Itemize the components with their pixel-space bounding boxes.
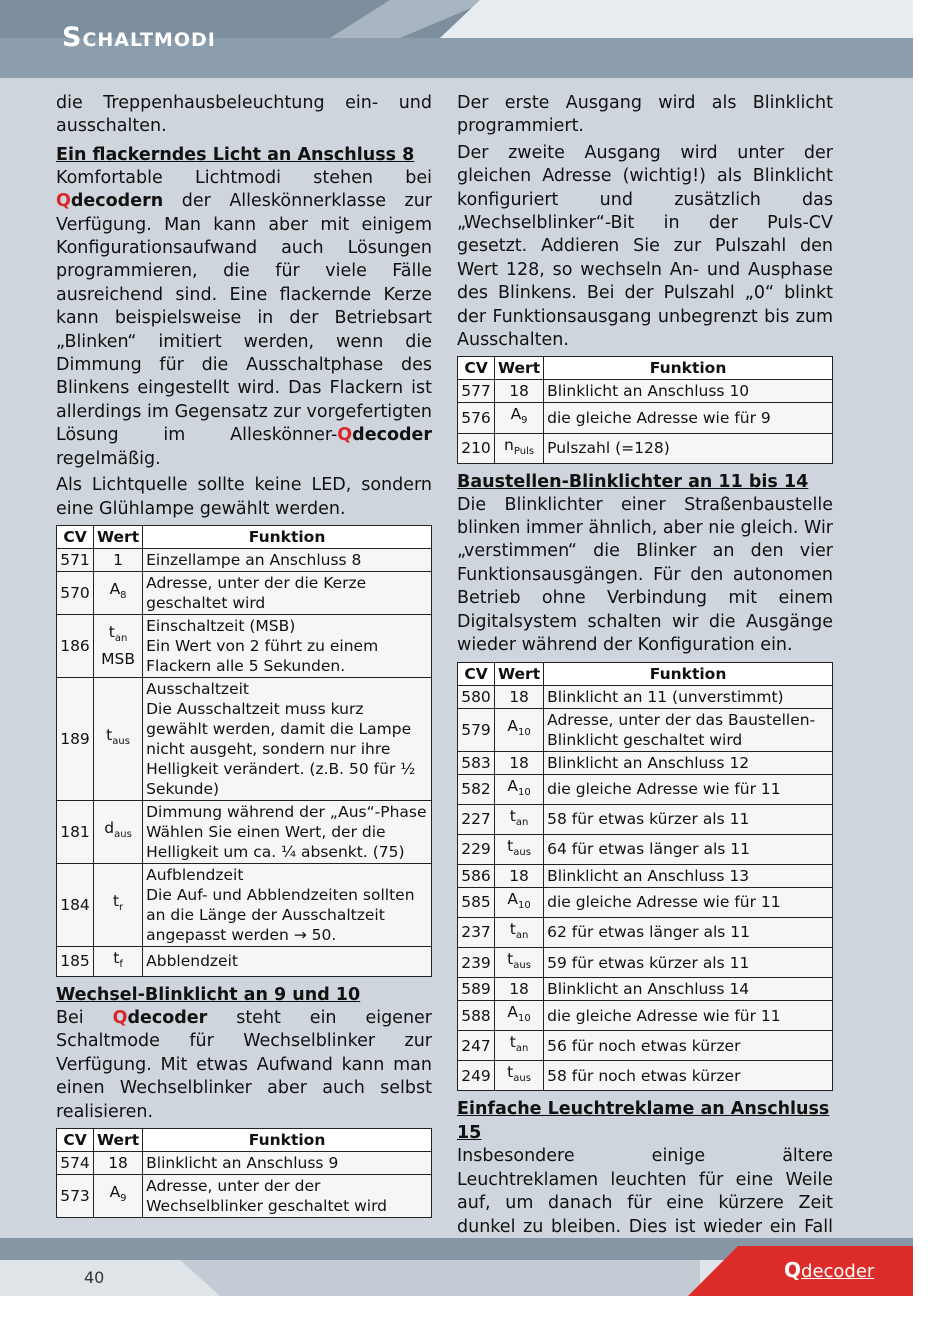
table-row xyxy=(458,708,833,751)
function-text: Aufblendzeit xyxy=(146,865,244,884)
paragraph: Die Blinklichter einer Straßenbaustelle blinken immer ähnlich, aber nie gleich. Wir „verstimmen“ die Blinker an den vier Funktionsausgängen. Für den autonomen Betrieb ohne Verbindung mit einem Digitalsystem schalten wir die Ausgänge wieder während der Konfiguration ein. xyxy=(457,494,833,656)
function-cell xyxy=(544,834,833,864)
value-cell xyxy=(495,708,544,751)
column-header: CV xyxy=(57,1129,94,1152)
value-cell xyxy=(495,804,544,834)
value-text: t xyxy=(507,1063,514,1082)
function-text: Blinklicht an Anschluss 10 xyxy=(547,382,750,401)
column-header: Funktion xyxy=(544,357,833,380)
value-cell xyxy=(94,800,143,863)
paragraph: Der zweite Ausgang wird unter der gleichen Adresse (wichtig!) als Blinklicht konfiguriert und zusätzlich das „Wechselblinker“-Bit in der Puls-CV gesetzt. Addieren Sie zur Pulszahl den Wert 128, so wechseln An- und Ausphase des Blinkens. Bei der Pulszahl „0“ blinkt der Funktionsausgang unbegrenzt bis zum Ausschalten. xyxy=(457,142,833,351)
value-text: t xyxy=(507,836,514,855)
cv-cell: 185 xyxy=(57,946,94,976)
cv-cell: 237 xyxy=(458,917,495,947)
value-subscript: an xyxy=(114,633,128,645)
function-cell xyxy=(544,708,833,751)
paragraph xyxy=(56,1007,432,1124)
function-text: Adresse, unter der das Baustellen-Blinklicht geschaltet wird xyxy=(547,710,816,749)
column-header: Funktion xyxy=(143,525,432,548)
text-bold: decoder xyxy=(352,425,432,446)
value-cell xyxy=(94,946,143,976)
value-text: 18 xyxy=(509,687,529,706)
paragraph: Als Lichtquelle sollte keine LED, sondern eine Glühlampe gewählt werden. xyxy=(56,475,432,519)
column-header: Wert xyxy=(495,662,544,685)
column-header: CV xyxy=(57,525,94,548)
column-header: CV xyxy=(458,662,495,685)
left-column xyxy=(56,92,432,1224)
table-row xyxy=(458,864,833,887)
function-text: 59 für etwas kürzer als 11 xyxy=(547,953,750,972)
column-header: Funktion xyxy=(544,662,833,685)
cv-cell: 573 xyxy=(57,1175,94,1218)
value-cell xyxy=(495,887,544,917)
text: Komfortable Lichtmodi stehen bei xyxy=(56,167,432,188)
table-row xyxy=(458,917,833,947)
paragraph: Insbesondere einige ältere Leuchtreklamen leuchten für eine Weile auf, um danach für eine kürzere Zeit dunkel zu bleiben. Dies ist wieder ein Fall xyxy=(457,1146,833,1237)
column-header: Funktion xyxy=(143,1129,432,1152)
cv-cell: 186 xyxy=(57,614,94,677)
table-row xyxy=(458,887,833,917)
function-text: 64 für etwas länger als 11 xyxy=(547,840,750,859)
value-text: MSB xyxy=(101,650,135,669)
table-row xyxy=(57,548,432,571)
header-banner xyxy=(0,0,913,78)
value-text: t xyxy=(507,949,514,968)
function-text: Dimmung während der „Aus“-Phase xyxy=(146,802,427,821)
function-cell xyxy=(544,751,833,774)
value-subscript: aus xyxy=(114,829,132,841)
cv-cell: 570 xyxy=(57,571,94,614)
value-cell xyxy=(495,433,544,463)
value-text: 18 xyxy=(108,1154,128,1173)
function-cell xyxy=(143,946,432,976)
value-subscript: 10 xyxy=(518,786,531,798)
table-header-row xyxy=(458,662,833,685)
section-heading: Ein flackerndes Licht an Anschluss 8 xyxy=(56,144,415,165)
table-row xyxy=(458,433,833,463)
function-text: 58 für noch etwas kürzer xyxy=(547,1066,741,1085)
cv-cell: 210 xyxy=(458,433,495,463)
function-text: Blinklicht an Anschluss 12 xyxy=(547,753,750,772)
value-text: d xyxy=(104,819,115,838)
logo-q: Q xyxy=(784,1258,802,1282)
value-cell xyxy=(94,548,143,571)
function-description: Wählen Sie einen Wert, der die Helligkeit um ca. ¼ absenkt. (75) xyxy=(146,822,405,861)
value-cell xyxy=(495,751,544,774)
value-cell xyxy=(495,947,544,977)
function-text: Blinklicht an 11 (unverstimmt) xyxy=(547,687,784,706)
table-row xyxy=(57,614,432,677)
value-cell xyxy=(94,571,143,614)
cv-cell: 249 xyxy=(458,1061,495,1091)
cv-cell: 588 xyxy=(458,1001,495,1031)
value-text: A xyxy=(510,405,522,424)
section-heading: Baustellen-Blinklichter an 11 bis 14 xyxy=(457,471,809,492)
column-header: Wert xyxy=(94,525,143,548)
value-subscript: aus xyxy=(112,736,130,748)
value-text: A xyxy=(109,580,121,599)
paragraph: die Treppenhausbeleuchtung ein- und ausschalten. xyxy=(56,93,432,137)
value-cell xyxy=(94,863,143,946)
cv-cell: 239 xyxy=(458,947,495,977)
paragraph: Der erste Ausgang wird als Blinklicht programmiert. xyxy=(457,93,833,137)
table-header-row xyxy=(458,357,833,380)
value-cell xyxy=(94,1175,143,1218)
page-number: 40 xyxy=(84,1268,105,1287)
text-bold: decoder xyxy=(127,1008,208,1028)
table-row xyxy=(57,1152,432,1175)
table-row xyxy=(458,685,833,708)
value-subscript: 9 xyxy=(521,415,528,427)
value-subscript: Puls xyxy=(513,445,535,457)
cv-cell: 583 xyxy=(458,751,495,774)
function-text: Adresse, unter der die Kerze geschaltet wird xyxy=(146,573,367,612)
value-cell xyxy=(495,774,544,804)
value-subscript: f xyxy=(119,959,123,970)
value-text: A xyxy=(507,889,518,908)
function-cell xyxy=(143,571,432,614)
function-cell xyxy=(544,403,833,433)
value-cell xyxy=(495,1001,544,1031)
value-text: A xyxy=(507,1003,518,1022)
cv-table xyxy=(56,1128,432,1218)
function-cell xyxy=(544,685,833,708)
cv-cell: 582 xyxy=(458,774,495,804)
function-description: Ein Wert von 2 führt zu einem Flackern alle 5 Sekunden. xyxy=(146,636,379,675)
cv-cell: 585 xyxy=(458,887,495,917)
cv-table xyxy=(56,525,432,977)
table-header-row xyxy=(57,1129,432,1152)
table-row xyxy=(458,751,833,774)
cv-table xyxy=(457,662,833,1092)
value-cell xyxy=(495,917,544,947)
table-row xyxy=(57,571,432,614)
cv-cell: 579 xyxy=(458,708,495,751)
logo-text: decoder xyxy=(801,1261,875,1282)
function-cell xyxy=(143,1152,432,1175)
table-row xyxy=(458,403,833,433)
function-text: Blinklicht an Anschluss 13 xyxy=(547,866,750,885)
function-cell xyxy=(544,380,833,403)
table-row xyxy=(458,834,833,864)
value-text: t xyxy=(108,623,115,642)
value-cell xyxy=(495,685,544,708)
value-subscript: r xyxy=(119,902,124,914)
cv-cell: 247 xyxy=(458,1031,495,1061)
text: der Alleskönnerklasse zur Verfügung. Man kann aber mit einigem Konfigurationsaufwand auch Lösungen programmieren, die für viele Fälle ausreichend sind. Eine flackernde Kerze kann beispielsweise in der Betriebsart „Blinken“ imitiert werden, wenn die Dimmung für die Ausschaltphase des Blinkens eingestellt wird. Das Flackern ist allerdings im Gegensatz zur vorgefertigten Lösung im Alleskönner- xyxy=(56,191,432,446)
value-subscript: aus xyxy=(513,960,531,972)
table-row xyxy=(57,946,432,976)
function-text: Ausschaltzeit xyxy=(146,679,249,698)
table-row xyxy=(458,947,833,977)
value-subscript: 10 xyxy=(518,727,531,739)
cv-cell: 577 xyxy=(458,380,495,403)
function-cell xyxy=(544,804,833,834)
value-text: 18 xyxy=(509,980,529,999)
value-text: A xyxy=(109,1183,121,1202)
function-cell xyxy=(143,1175,432,1218)
paragraph xyxy=(56,167,432,471)
function-text: Pulszahl (=128) xyxy=(547,439,670,458)
function-cell xyxy=(544,917,833,947)
function-text: die gleiche Adresse wie für 9 xyxy=(547,409,771,428)
function-cell xyxy=(143,800,432,863)
cv-cell: 571 xyxy=(57,548,94,571)
function-text: die gleiche Adresse wie für 11 xyxy=(547,780,781,799)
section-heading: Wechsel-Blinklicht an 9 und 10 xyxy=(56,985,361,1005)
table-row xyxy=(458,380,833,403)
value-text: A xyxy=(507,776,518,795)
value-text: t xyxy=(509,806,516,825)
function-cell xyxy=(544,774,833,804)
value-text: t xyxy=(106,726,113,745)
function-cell xyxy=(143,548,432,571)
cv-cell: 229 xyxy=(458,834,495,864)
logo-q: Q xyxy=(112,1008,128,1028)
qdecoder-logo xyxy=(784,1258,874,1282)
value-cell xyxy=(495,1061,544,1091)
function-text: 56 für noch etwas kürzer xyxy=(547,1036,741,1055)
function-cell xyxy=(143,863,432,946)
table-row xyxy=(57,863,432,946)
table-row xyxy=(458,1061,833,1091)
function-text: Abblendzeit xyxy=(146,952,238,971)
value-subscript: aus xyxy=(513,846,531,858)
footer-accent xyxy=(180,1260,700,1296)
function-cell xyxy=(544,1001,833,1031)
value-subscript: an xyxy=(515,816,529,828)
value-subscript: an xyxy=(515,929,529,941)
cv-table xyxy=(457,356,833,463)
cv-cell: 586 xyxy=(458,864,495,887)
table-row xyxy=(458,774,833,804)
table-row xyxy=(458,804,833,834)
function-text: 62 für etwas länger als 11 xyxy=(547,923,750,942)
function-text: Adresse, unter der der Wechselblinker geschaltet wird xyxy=(146,1177,388,1216)
table-row xyxy=(458,1031,833,1061)
function-cell xyxy=(544,947,833,977)
function-text: Blinklicht an Anschluss 14 xyxy=(547,980,750,999)
value-cell xyxy=(495,380,544,403)
value-text: A xyxy=(507,716,518,735)
value-text: 18 xyxy=(509,866,529,885)
function-text: 58 für etwas kürzer als 11 xyxy=(547,810,750,829)
value-cell xyxy=(94,677,143,800)
text: Bei xyxy=(56,1008,113,1028)
text-bold: decodern xyxy=(70,191,164,212)
text: regelmäßig. xyxy=(56,448,161,469)
cv-cell: 576 xyxy=(458,403,495,433)
cv-cell: 580 xyxy=(458,685,495,708)
logo-q: Q xyxy=(56,191,71,212)
value-cell xyxy=(495,864,544,887)
cv-cell: 184 xyxy=(57,863,94,946)
function-text: Einzellampe an Anschluss 8 xyxy=(146,550,362,569)
function-cell xyxy=(544,864,833,887)
page-title: Schaltmodi xyxy=(62,22,216,53)
value-text: t xyxy=(113,948,120,967)
header-highlight xyxy=(440,0,913,38)
right-column xyxy=(457,92,833,1265)
value-cell xyxy=(495,834,544,864)
function-cell xyxy=(544,887,833,917)
function-text: Blinklicht an Anschluss 9 xyxy=(146,1154,339,1173)
table-header-row xyxy=(57,525,432,548)
value-subscript: an xyxy=(515,1043,529,1055)
function-description: Die Auf- und Abblendzeiten sollten an die Länge der Ausschaltzeit angepasst werden → 50. xyxy=(146,885,415,944)
value-text: t xyxy=(509,1033,516,1052)
cv-cell: 574 xyxy=(57,1152,94,1175)
function-text: Einschaltzeit (MSB) xyxy=(146,616,296,635)
value-cell xyxy=(495,403,544,433)
value-subscript: 10 xyxy=(518,899,531,911)
table-row xyxy=(458,1001,833,1031)
value-text: t xyxy=(112,892,120,911)
value-text: n xyxy=(504,435,514,454)
value-text: 1 xyxy=(113,550,123,569)
value-subscript: 9 xyxy=(120,1193,127,1205)
cv-cell: 189 xyxy=(57,677,94,800)
text: steht ein eigener Schaltmode für Wechselblinker zur Verfügung. Mit etwas Aufwand kann man einen Wechselblinker aber auch selbst realisieren. xyxy=(56,1008,432,1122)
table-row xyxy=(57,677,432,800)
table-row xyxy=(57,800,432,863)
function-description: Die Ausschaltzeit muss kurz gewählt werden, damit die Lampe nicht ausgeht, sondern nur ihre Helligkeit verändert. (z.B. 50 für ½ Sekunde) xyxy=(146,699,416,798)
cv-cell: 181 xyxy=(57,800,94,863)
cv-cell: 227 xyxy=(458,804,495,834)
value-text: t xyxy=(509,919,516,938)
value-cell xyxy=(495,978,544,1001)
table-row xyxy=(57,1175,432,1218)
function-cell xyxy=(544,978,833,1001)
function-cell xyxy=(143,677,432,800)
value-subscript: 10 xyxy=(518,1013,531,1025)
value-subscript: aus xyxy=(513,1073,531,1085)
value-text: 18 xyxy=(509,382,529,401)
column-header: Wert xyxy=(495,357,544,380)
table-row xyxy=(458,978,833,1001)
logo-q: Q xyxy=(337,425,353,446)
function-cell xyxy=(143,614,432,677)
value-cell xyxy=(495,1031,544,1061)
cv-cell: 589 xyxy=(458,978,495,1001)
function-cell xyxy=(544,1061,833,1091)
value-cell xyxy=(94,1152,143,1175)
column-header: Wert xyxy=(94,1129,143,1152)
value-cell xyxy=(94,614,143,677)
function-text: die gleiche Adresse wie für 11 xyxy=(547,893,781,912)
function-cell xyxy=(544,433,833,463)
function-cell xyxy=(544,1031,833,1061)
function-text: die gleiche Adresse wie für 11 xyxy=(547,1006,781,1025)
value-text: 18 xyxy=(509,753,529,772)
column-header: CV xyxy=(458,357,495,380)
value-subscript: 8 xyxy=(120,590,127,602)
section-heading: Einfache Leuchtreklame an Anschluss 15 xyxy=(457,1099,830,1144)
